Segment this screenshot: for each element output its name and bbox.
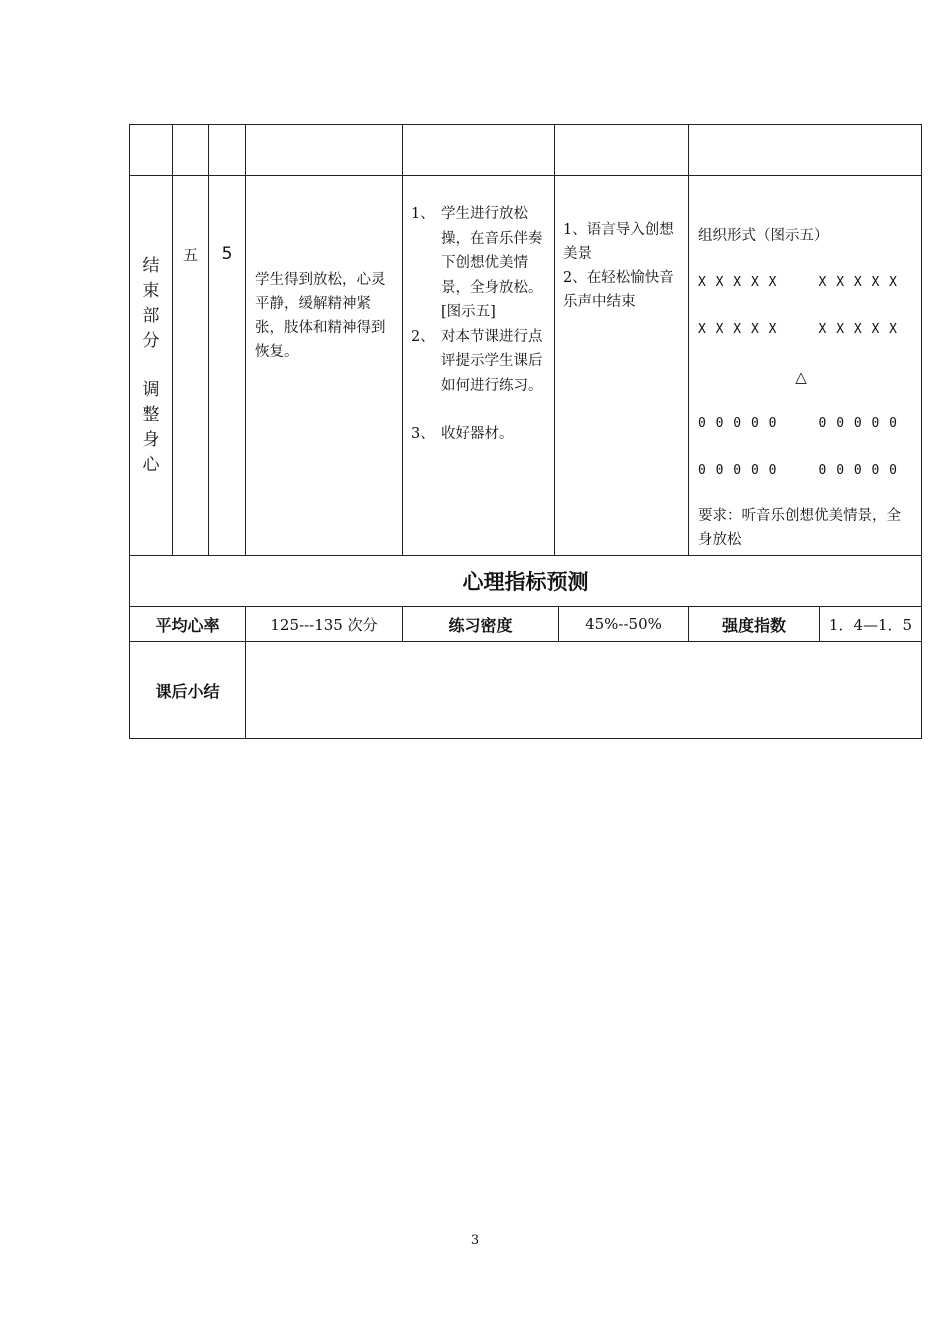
formation-group: 0 0 0 0 0	[818, 463, 898, 478]
item-text: 学生进行放松操，在音乐伴奏下创想优美情景，全身放松。[图示五]	[441, 206, 543, 320]
density-label: 练习密度	[403, 607, 559, 642]
cell	[555, 125, 689, 176]
item-number: 2、	[411, 328, 435, 345]
list-item	[411, 422, 550, 447]
formation-group: 0 0 0 0 0	[818, 416, 898, 431]
section-char: 部	[142, 305, 160, 326]
cell	[173, 125, 209, 176]
section-char: 束	[142, 280, 160, 301]
list-item	[411, 325, 550, 399]
cell	[246, 125, 403, 176]
purpose-char: 调	[142, 379, 160, 400]
formation-group: X X X X X	[698, 275, 778, 290]
lesson-plan-table	[129, 124, 922, 739]
density-value: 45%--50%	[559, 607, 689, 642]
organization-caption: 组织形式（图示五）	[698, 228, 829, 244]
method-line: 1、语言导入创想美景	[563, 222, 674, 262]
method-line: 2、在轻松愉快音乐声中结束	[563, 270, 674, 310]
cell	[209, 125, 246, 176]
ending-section-row	[130, 176, 922, 556]
list-item	[411, 202, 550, 325]
section-char: 分	[142, 330, 160, 351]
forecast-title: 心理指标预测	[130, 556, 922, 607]
intensity-value: 1．4—1．5	[820, 607, 922, 642]
cell	[403, 125, 555, 176]
content-list	[403, 176, 554, 447]
purpose-char: 整	[142, 404, 160, 425]
item-number: 3、	[411, 426, 435, 442]
section-label-cell	[130, 176, 173, 556]
page-number: 3	[470, 1233, 480, 1248]
avg-heart-rate-label: 平均心率	[130, 607, 246, 642]
formation-group: X X X X X	[698, 322, 778, 337]
order-cell: 五	[173, 176, 209, 556]
summary-label: 课后小结	[130, 642, 246, 739]
formation-group: 0 0 0 0 0	[698, 463, 778, 478]
organization-cell	[689, 176, 922, 556]
purpose-char: 身	[142, 429, 160, 450]
section-char: 结	[142, 255, 160, 276]
summary-row	[130, 642, 922, 739]
formation-row	[698, 459, 898, 483]
intensity-label: 强度指数	[689, 607, 820, 642]
purpose-char: 心	[142, 454, 160, 475]
method-cell	[555, 176, 689, 556]
teacher-triangle-icon: △	[795, 368, 807, 386]
blank-header-row	[130, 125, 922, 176]
forecast-title-row	[130, 556, 922, 607]
forecast-values-row	[130, 607, 922, 642]
formation-row	[698, 412, 898, 436]
cell	[689, 125, 922, 176]
goal-cell: 学生得到放松，心灵平静，缓解精神紧张，肢体和精神得到恢复。	[246, 176, 403, 556]
avg-heart-rate-value: 125---135 次分	[246, 607, 403, 642]
item-text: 对本节课进行点评提示学生课后如何进行练习。	[441, 328, 543, 394]
content-cell	[403, 176, 555, 556]
minutes-cell: 5	[209, 176, 246, 556]
item-number: 1、	[411, 206, 435, 222]
formation-group: X X X X X	[818, 275, 898, 290]
formation-group: X X X X X	[818, 322, 898, 337]
formation-row	[698, 271, 898, 295]
requirement-text: 要求：听音乐创想优美情景，全身放松	[698, 508, 901, 548]
cell	[130, 125, 173, 176]
formation-row	[698, 318, 898, 342]
item-text: 收好器材。	[441, 426, 514, 442]
formation-group: 0 0 0 0 0	[698, 416, 778, 431]
summary-content	[246, 642, 922, 739]
